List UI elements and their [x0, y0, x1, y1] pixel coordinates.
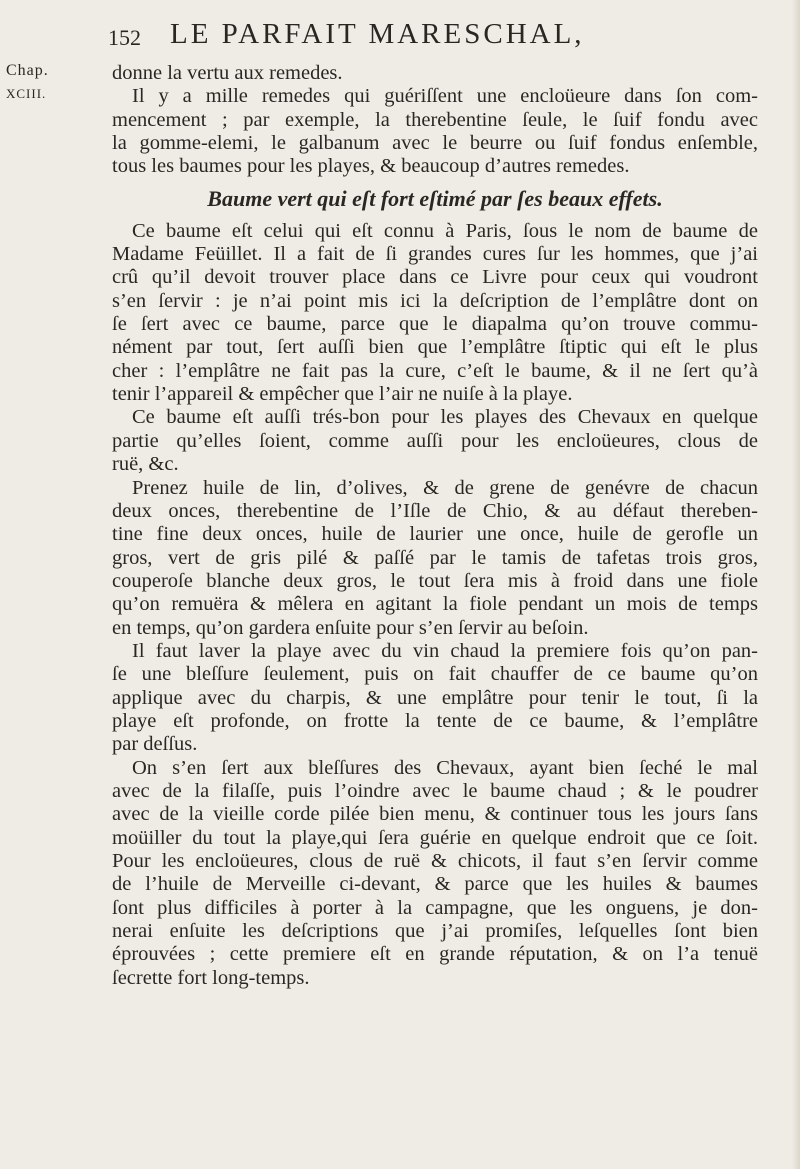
margin-chapter-label: Chap.: [6, 62, 49, 79]
text-line: Ce baume eſt celui qui eſt connu à Paris, ſous le nom de baume de: [132, 219, 758, 242]
text-line: avec de la filaſſe, puis l’oindre avec le baume chaud ; & le poudrer: [112, 779, 758, 802]
text-line: éprouvées ; cette premiere eſt en grande réputation, & on l’a tenuë: [112, 943, 758, 966]
text-line: la gomme-elemi, le galbanum avec le beurre ou ſuif fondus enſemble,: [112, 132, 758, 155]
text-line: playe eſt profonde, on frotte la tente de ce baume, & l’emplâtre: [112, 709, 758, 732]
section-heading: Baume vert qui eſt fort eſtimé par ſes beaux effets.: [207, 185, 663, 211]
text-line: deux onces, therebentine de l’Iſle de Chio, & au défaut thereben-: [112, 499, 758, 522]
text-line: Pour les encloüeures, clous de ruë & chicots, il faut s’en ſervir comme: [112, 850, 758, 872]
text-line: Il faut laver la playe avec du vin chaud la premiere fois qu’on pan-: [132, 639, 758, 662]
text-line: qu’on remuëra & mêlera en agitant la fiole pendant un mois de temps: [112, 593, 758, 616]
text-line: tous les baumes pour les playes, & beaucoup d’autres remedes.: [112, 155, 630, 178]
text-line: de l’huile de Merveille ci-devant, & parce que les huiles & baumes: [112, 873, 758, 896]
text-line: Prenez huile de lin, d’olives, & de grene de genévre de chacun: [132, 476, 758, 499]
text-line: tine fine deux onces, huile de laurier une once, huile de gerofle un: [112, 523, 758, 546]
text-line: gros, vert de gris pilé & paſſé par le tamis de tafetas trois gros,: [112, 546, 758, 569]
text-line: Madame Feüillet. Il a fait de ſi grandes cures ſur les hommes, que j’ai: [112, 243, 758, 266]
paragraph: [112, 477, 758, 640]
text-line: en temps, qu’on gardera enſuite pour s’en ſervir au beſoin.: [112, 616, 589, 639]
margin-chapter-number: XCIII.: [6, 86, 47, 101]
body-text: [112, 62, 758, 990]
paragraph: [112, 220, 758, 407]
text-line: donne la vertu aux remedes.: [112, 62, 343, 84]
text-line: crû qu’il devoit trouver place dans ce Livre pour ceux qui voudront: [112, 266, 758, 289]
running-title: LE PARFAIT MARESCHAL,: [170, 18, 585, 50]
text-line: ruë, &c.: [112, 453, 179, 476]
paragraph: [112, 406, 758, 476]
text-line: avec de la vieille corde pilée bien menu, & continuer tous les jours ſans: [112, 803, 758, 826]
page-number: 152: [108, 25, 141, 50]
text-line: mencement ; par exemple, la therebentine ſeule, le ſuif fondu avec: [112, 108, 758, 131]
text-line: applique avec du charpis, & une emplâtre pour tenir le tout, ſi la: [112, 686, 758, 709]
text-line: moüiller du tout la playe,qui ſera guérie en quelque endroit que ce ſoit.: [112, 826, 758, 849]
paragraph: [112, 85, 758, 178]
text-line: s’en ſervir : je n’ai point mis ici la deſcription de l’emplâtre dont on: [112, 289, 758, 312]
text-line: ſecrette fort long-temps.: [112, 966, 310, 989]
paragraph: [112, 640, 758, 757]
text-line: ſont plus difficiles à porter à la campagne, que les onguens, je don-: [112, 896, 758, 919]
text-line: cher : l’emplâtre ne fait pas la cure, c’eſt le baume, & il ne ſert qu’à: [112, 359, 758, 382]
paragraph: [112, 62, 758, 85]
text-line: On s’en ſert aux bleſſures des Chevaux, ayant bien ſeché le mal: [132, 756, 758, 779]
text-line: ſe ſert avec ce baume, parce que le diapalma qu’on trouve commu-: [112, 313, 758, 336]
text-line: couperoſe blanche deux gros, le tout ſera mis à froid dans une fiole: [112, 569, 758, 592]
text-line: nément par tout, ſert auſſi bien que l’emplâtre ſtiptic qui eſt le plus: [112, 336, 758, 359]
text-line: ſe une bleſſure ſeulement, puis on fait chauffer de ce baume qu’on: [112, 663, 758, 686]
text-line: nerai enſuite les deſcriptions que j’ai promiſes, leſquelles ſont bien: [112, 920, 758, 943]
text-line: Ce baume eſt auſſi trés-bon pour les playes des Chevaux en quelque: [132, 406, 758, 429]
text-line: tenir l’appareil & empêcher que l’air ne nuiſe à la playe.: [112, 383, 573, 406]
text-line: par deſſus.: [112, 733, 198, 756]
text-line: Il y a mille remedes qui guériſſent une encloüeure dans ſon com-: [132, 85, 758, 108]
text-line: partie qu’elles ſoient, comme auſſi pour les encloüeures, clous de: [112, 429, 758, 452]
page-edge-shadow: [792, 0, 800, 1169]
paragraph: [112, 757, 758, 990]
